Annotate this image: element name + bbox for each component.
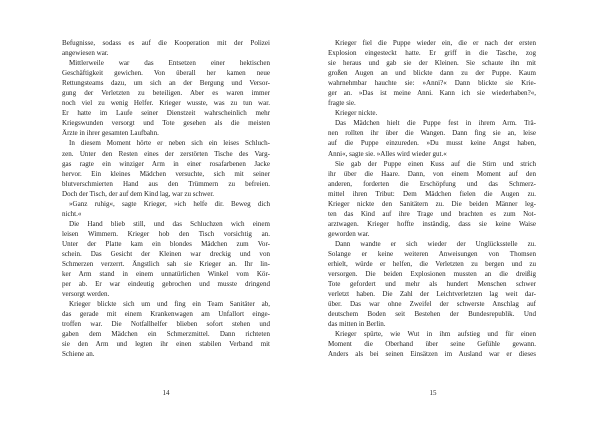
text-line: In diesem Moment hörte er neben sich ein leises Schluch-	[69, 139, 270, 148]
text-line: das gerade mit einem Krankenwagen am Unfallort einge-	[62, 310, 270, 319]
right-page-body-text	[328, 38, 536, 360]
text-line: erhielt, würde er helfen, die Verletzten zu bergen und zu	[328, 260, 536, 269]
text-line: Geschäftigkeit gewichen. Von überall her kamen neue	[62, 69, 270, 78]
left-page-body-text	[62, 38, 270, 360]
text-line: noch viel zu wenig Helfer. Krieger wusste, was zu tun war.	[62, 99, 270, 108]
text-line: versorgen. Die beiden Explosionen mussten an die dreißig	[328, 270, 536, 279]
text-line: Kriegswunden versorgt und Tote gesehen als die meisten	[62, 119, 270, 128]
text-line: mittel ihren Tribut: Dem Mädchen fielen die Augen zu.	[328, 189, 536, 198]
text-line: gaben dem Mädchen ein Schmerzmittel. Dann richteten	[62, 330, 270, 339]
text-line: ger an. »Das ist meine Anni. Kann ich sie wiederhaben?«,	[328, 89, 536, 98]
text-line: gas ragte ein winziger Arm in einer rosafarbenen Jacke	[62, 159, 270, 168]
text-line: gung der Verletzten zu beteiligen. Aber es waren immer	[62, 89, 270, 98]
text-line: Sie gab der Puppe einen Kuss auf die Stirn und strich	[335, 159, 536, 168]
text-line: arztwagen. Krieger hoffte inständig, dass sie keine Waise	[328, 219, 536, 228]
text-line: ker Arm stand in einem unnatürlichen Winkel vom Kör-	[62, 270, 270, 279]
text-line: nen rollten ihr über die Wangen. Dann fing sie an, leise	[328, 129, 536, 138]
right-page	[300, 0, 600, 424]
text-line: Er hatte im Laufe seiner Dienstzeit wahrscheinlich mehr	[62, 109, 270, 118]
text-line: Moment die Oberhand über seine Gefühle gewann.	[328, 340, 536, 349]
text-line: troffen war. Die Notfallhelfer blieben sofort stehen und	[62, 320, 270, 329]
text-line: Schmerzen verzerrt. Ängstlich sah sie Krieger an. Ihr lin-	[62, 260, 270, 269]
text-line: per ab. Er war eindeutig gebrochen und musste dringend	[62, 280, 270, 289]
text-line: versorgt werden.	[62, 290, 110, 299]
text-line: Doch der Tisch, der auf dem Kind lag, war zu schwer.	[62, 189, 215, 198]
text-line: angewiesen war.	[62, 49, 109, 58]
right-page-number: 15	[429, 389, 437, 397]
text-line: sie den Arm und legten ihr einen stabilen Verband mit	[62, 340, 270, 349]
text-line: fragte sie.	[328, 99, 356, 108]
text-line: Die Hand blieb still, und das Schluchzen wich einem	[69, 219, 270, 228]
text-line: deutschem Boden seit Bestehen der Bundesrepublik. Und	[328, 310, 536, 319]
text-line: Schiene an.	[62, 350, 95, 359]
text-line: Anni«, sagte sie. »Alles wird wieder gut.«	[328, 149, 447, 158]
text-line: geworden war.	[328, 229, 370, 238]
text-line: das mitten in Berlin.	[328, 320, 386, 329]
text-line: über. Das war ohne Zweifel der schwerste Anschlag auf	[328, 300, 536, 309]
text-line: ten das Kind auf ihre Trage und brachten es zum Not-	[328, 209, 536, 218]
text-line: hervor. Ein kleines Mädchen versuchte, sich mit seiner	[62, 169, 270, 178]
text-line: schein. Das Gesicht der Kleinen war dreckig und von	[62, 249, 270, 258]
text-line: Unter der Platte kam ein blondes Mädchen zum Vor-	[62, 239, 270, 248]
text-line: »Ganz ruhig«, sagte Krieger, »ich helfe dir. Beweg dich	[69, 199, 270, 208]
text-line: sie heraus und gab sie der Kleinen. Sie schaute ihn mit	[328, 59, 536, 68]
text-line: Mittlerweile war das Entsetzen einer hektischen	[69, 59, 270, 68]
text-line: leisen Wimmern. Krieger hob den Tisch vorsichtig an.	[62, 229, 270, 238]
left-page-number: 14	[162, 389, 170, 397]
text-line: nicht.«	[62, 209, 82, 218]
text-line: Anders als bei seinen Einsätzen im Ausland war er dieses	[328, 350, 536, 359]
text-line: Krieger blickte sich um und fing ein Team Sanitäter ab,	[69, 300, 270, 309]
text-line: Explosion eingesteckt hatte. Er griff in die Tasche, zog	[328, 49, 536, 58]
text-line: Tote gefordert und mehr als hundert Menschen schwer	[328, 280, 536, 289]
text-line: Dann wandte er sich wieder der Unglücksstelle zu.	[335, 239, 536, 248]
text-line: Rettungsteams dazu, um sich an der Bergung und Versor-	[62, 79, 270, 88]
text-line: großen Augen an und blickte dann zu der Puppe. Kaum	[328, 69, 536, 78]
text-line: Ärzte in ihrer gesamten Laufbahn.	[62, 129, 159, 138]
text-line: blutverschmierten Hand aus den Trümmern zu befreien.	[62, 179, 270, 188]
text-line: Krieger nickte.	[335, 109, 378, 118]
text-line: Krieger fiel die Puppe wieder ein, die er nach der ersten	[335, 39, 536, 47]
text-line: zen. Unter den Resten eines der zerstörten Tische des Varg-	[62, 149, 270, 158]
text-line: Krieger nickte den Sanitätern zu. Die beiden Männer leg-	[328, 199, 536, 208]
text-line: wahrnehmbar hauchte sie: »Anni?« Dann blickte sie Krie-	[328, 79, 536, 88]
text-line: Befugnisse, sodass es auf die Kooperation mit der Polizei	[62, 39, 270, 47]
text-line: Solange er keine weiteren Anweisungen von Thomsen	[328, 249, 536, 258]
text-line: Krieger spürte, wie Wut in ihm aufstieg und für einen	[335, 330, 536, 339]
text-line: ihr über die Haare. Dann, von einem Moment auf den	[328, 169, 536, 178]
text-line: auf die Puppe einzureden. »Du musst keine Angst haben,	[328, 139, 536, 148]
text-line: anderen, forderten die Erschöpfung und das Schmerz-	[328, 179, 536, 188]
text-line: verletzt haben. Die Zahl der Leichtverletzten lag weit dar-	[328, 290, 536, 299]
text-line: Das Mädchen hielt die Puppe fest in ihrem Arm. Trä-	[335, 119, 536, 128]
